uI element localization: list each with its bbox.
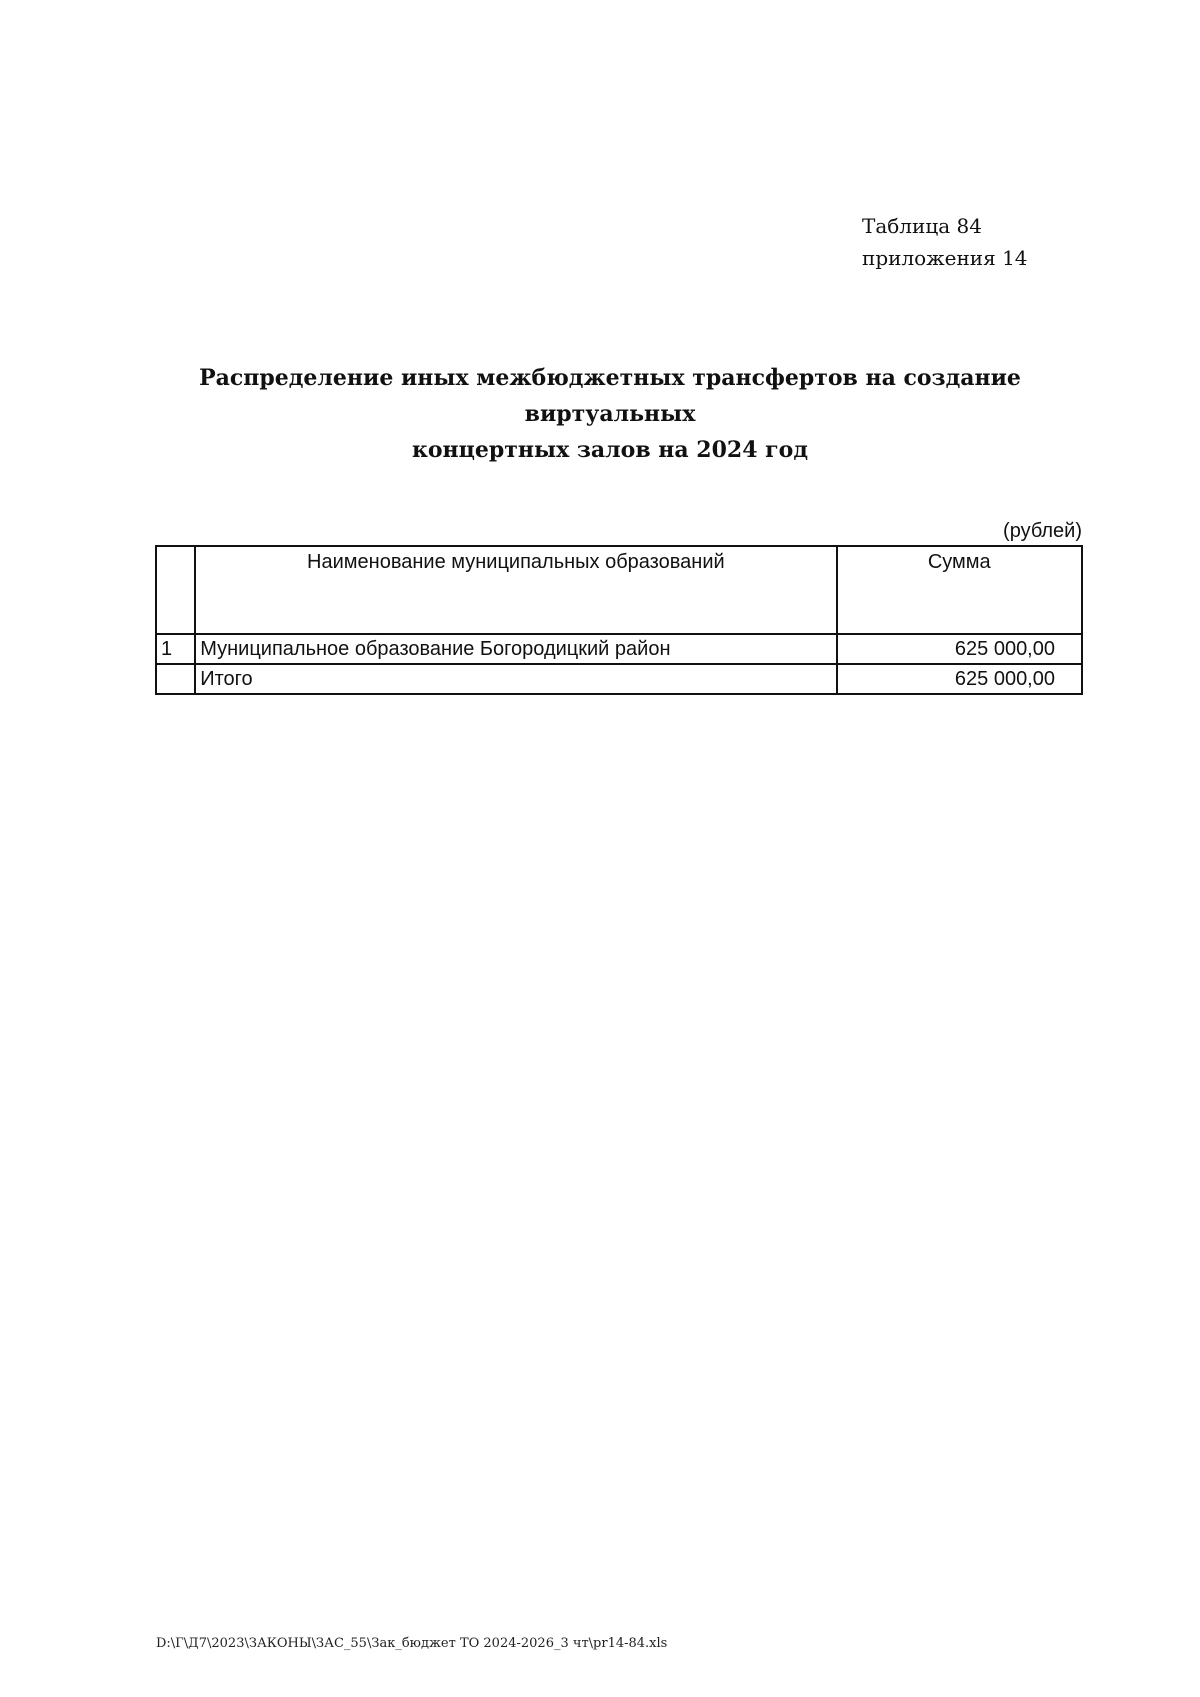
total-label: Итого [195,664,836,694]
table-number: Таблица 84 [862,214,982,238]
header-sum: Сумма [837,546,1082,634]
title-line-2: концертных залов на 2024 год [411,437,808,463]
header-name: Наименование муниципальных образований [195,546,836,634]
total-sum: 625 000,00 [837,664,1082,694]
total-number [156,664,195,694]
file-path-footer: D:\Г\Д7\2023\ЗАКОНЫ\ЗАС_55\Зак_бюджет ТО 2024-2026_3 чт\pr14-84.xls [156,1636,668,1651]
row-name: Муниципальное образование Богородицкий район [195,634,836,664]
units-label: (рублей) [1003,520,1082,542]
row-sum: 625 000,00 [837,634,1082,664]
title-line-1: Распределение иных межбюджетных трансфертов на создание виртуальных [199,365,1021,427]
table-total-row [156,664,1082,694]
table-row [156,634,1082,664]
row-number: 1 [156,634,195,664]
transfers-table [155,545,1083,695]
document-title [140,360,1080,468]
table-reference [862,210,1028,274]
table-header-row [156,546,1082,634]
appendix-number: приложения 14 [862,246,1028,270]
header-number [156,546,195,634]
